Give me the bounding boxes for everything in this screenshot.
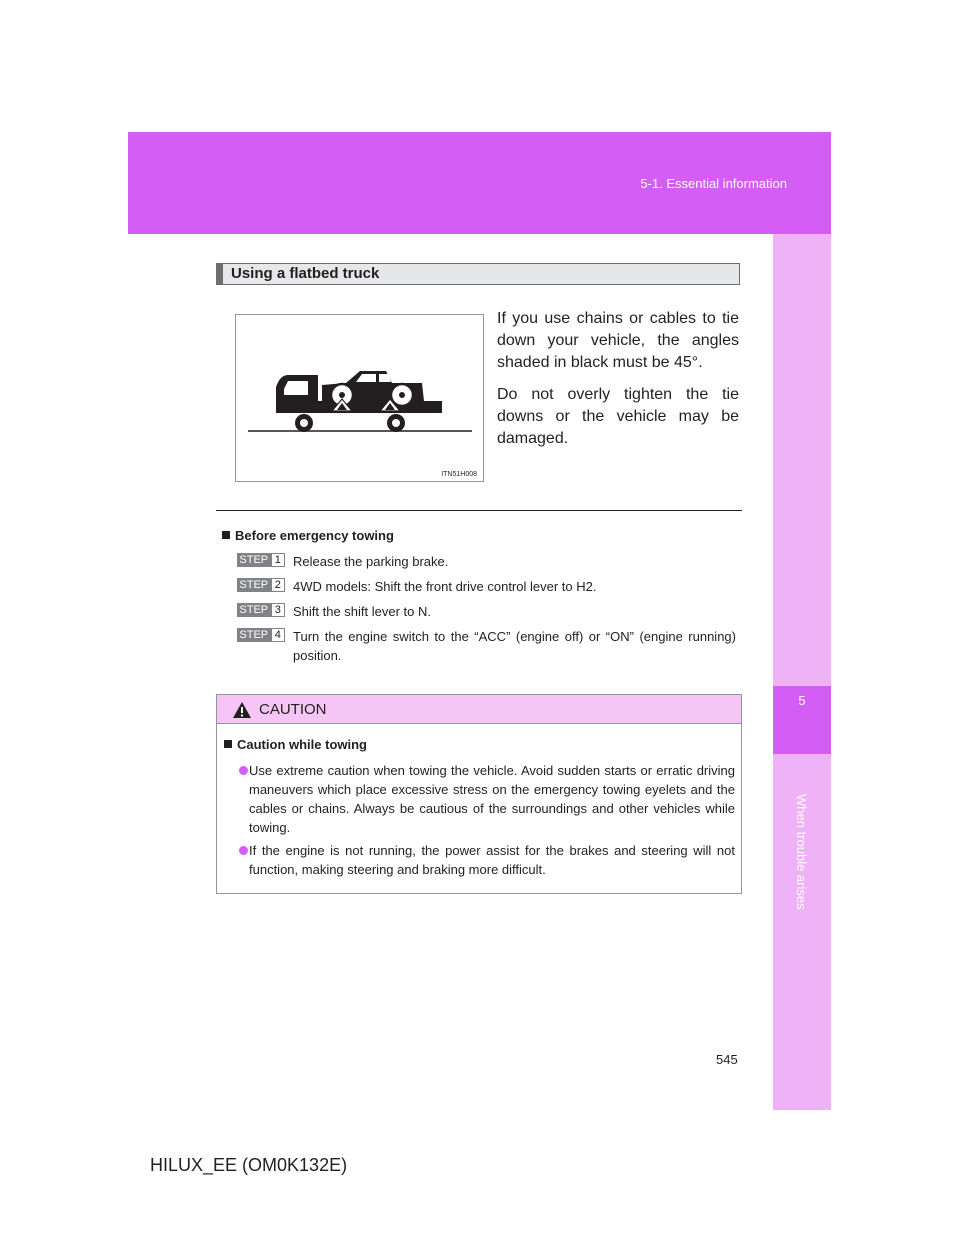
step-badge [237,628,285,642]
step-text: Shift the shift lever to N. [293,604,432,619]
caution-bullet [239,841,735,879]
step-number: 1 [271,553,285,567]
section-title: Using a flatbed truck [231,265,380,282]
bullet-dot-icon [239,846,248,855]
step-number: 4 [271,628,285,642]
side-tab-label: When trouble arises [794,794,809,910]
before-towing-heading [222,528,394,543]
step-text: 4WD models: Shift the front drive control lever to H2. [293,579,597,594]
section-title-bar [217,264,223,284]
before-towing-heading-text: Before emergency towing [235,528,394,543]
footer-document-id: HILUX_EE (OM0K132E) [150,1155,348,1175]
section-divider [216,510,742,511]
flatbed-truck-illustration [236,315,483,481]
caution-header [217,695,741,724]
header-section-title: 5-1. Essential information [640,176,787,191]
step-number: 2 [271,578,285,592]
step-number: 3 [271,603,285,617]
caution-bullet-text: Use extreme caution when towing the vehicle. Avoid sudden starts or erratic driving maneuvers which place excessive stress on the emergency towing eyelets and the cables or chains. Always be cautious of the surroundings and other vehicles while towing. [249,763,735,835]
step-label: STEP [237,603,271,617]
header-band [128,132,831,234]
intro-paragraph-1: If you use chains or cables to tie down your vehicle, the angles shaded in black must be 45°. [497,310,739,371]
section-title-box [216,263,740,285]
side-tab-number: 5 [773,686,831,754]
step-label: STEP [237,628,271,642]
flatbed-truck-figure [235,314,484,482]
step-text: Release the parking brake. [293,554,449,569]
step-label: STEP [237,553,271,567]
intro-paragraph-2: Do not overly tighten the tie downs or the vehicle may be damaged. [497,386,739,447]
caution-title: CAUTION [259,701,327,718]
side-tab-column [773,234,831,1110]
page-number: 545 [716,1052,738,1067]
step-badge [237,553,285,567]
caution-bullet-text: If the engine is not running, the power assist for the brakes and steering will not function, making steering and braking more difficult. [249,843,735,877]
bullet-dot-icon [239,766,248,775]
caution-heading [224,737,367,752]
figure-code: ITN51H008 [441,471,477,478]
warning-triangle-icon [232,701,252,719]
step-label: STEP [237,578,271,592]
step-badge [237,578,285,592]
caution-heading-text: Caution while towing [237,737,367,752]
square-bullet-icon [222,531,230,539]
caution-bullet [239,761,735,837]
intro-text [497,308,739,460]
step-badge [237,603,285,617]
square-bullet-icon [224,740,232,748]
step-text: Turn the engine switch to the “ACC” (engine off) or “ON” (engine running) position. [293,629,736,663]
caution-box [216,694,742,894]
